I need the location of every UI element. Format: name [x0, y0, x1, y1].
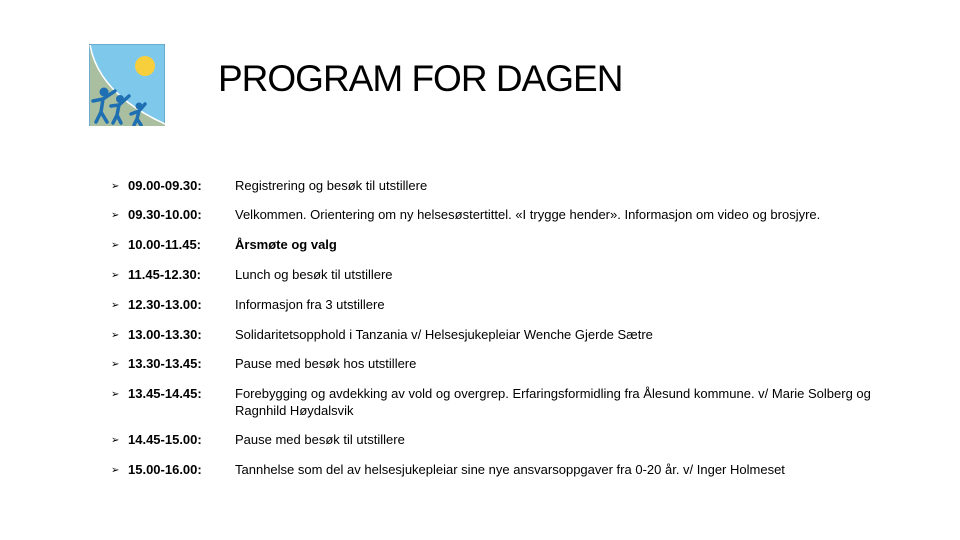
schedule-description: Informasjon fra 3 utstillere: [235, 297, 385, 312]
schedule-time: 15.00-16.00:: [128, 462, 202, 477]
arrow-bullet-icon: ➢: [111, 181, 120, 192]
schedule-description: Tannhelse som del av helsesjukepleiar sine nye ansvarsoppgaver fra 0-20 år. v/ Inger Holmeset: [235, 462, 785, 477]
arrow-bullet-icon: ➢: [111, 210, 120, 221]
logo-families-icon: [89, 44, 165, 126]
schedule-time: 09.00-09.30:: [128, 178, 202, 193]
arrow-bullet-icon: ➢: [111, 240, 120, 251]
schedule-description: Forebygging og avdekking av vold og overgrep. Erfaringsformidling fra Ålesund kommune. v/ Marie Solberg og Ragnhild Høydalsvik: [235, 386, 871, 418]
schedule-description: Solidaritetsopphold i Tanzania v/ Helsesjukepleiar Wenche Gjerde Sætre: [235, 327, 653, 342]
schedule-time: 13.00-13.30:: [128, 327, 202, 342]
arrow-bullet-icon: ➢: [111, 465, 120, 476]
schedule-time: 13.30-13.45:: [128, 356, 202, 371]
schedule-description: Velkommen. Orientering om ny helsesøstertittel. «I trygge hender». Informasjon om video og brosjyre.: [235, 207, 821, 222]
schedule-time: 13.45-14.45:: [128, 386, 202, 401]
schedule-time: 14.45-15.00:: [128, 432, 202, 447]
page-title: PROGRAM FOR DAGEN: [218, 58, 623, 99]
schedule-time: 12.30-13.00:: [128, 297, 202, 312]
schedule-time: 09.30-10.00:: [128, 207, 202, 222]
schedule-time: 10.00-11.45:: [128, 237, 202, 252]
schedule-time: 11.45-12.30:: [128, 267, 202, 282]
arrow-bullet-icon: ➢: [111, 359, 120, 370]
arrow-bullet-icon: ➢: [111, 435, 120, 446]
arrow-bullet-icon: ➢: [111, 389, 120, 400]
schedule-description: Årsmøte og valg: [235, 237, 337, 252]
schedule-description: Pause med besøk til utstillere: [235, 432, 405, 447]
schedule-description: Registrering og besøk til utstillere: [235, 178, 428, 193]
arrow-bullet-icon: ➢: [111, 300, 120, 311]
schedule-description: Pause med besøk hos utstillere: [235, 356, 417, 371]
arrow-bullet-icon: ➢: [111, 270, 120, 281]
arrow-bullet-icon: ➢: [111, 330, 120, 341]
schedule-description: Lunch og besøk til utstillere: [235, 267, 393, 282]
